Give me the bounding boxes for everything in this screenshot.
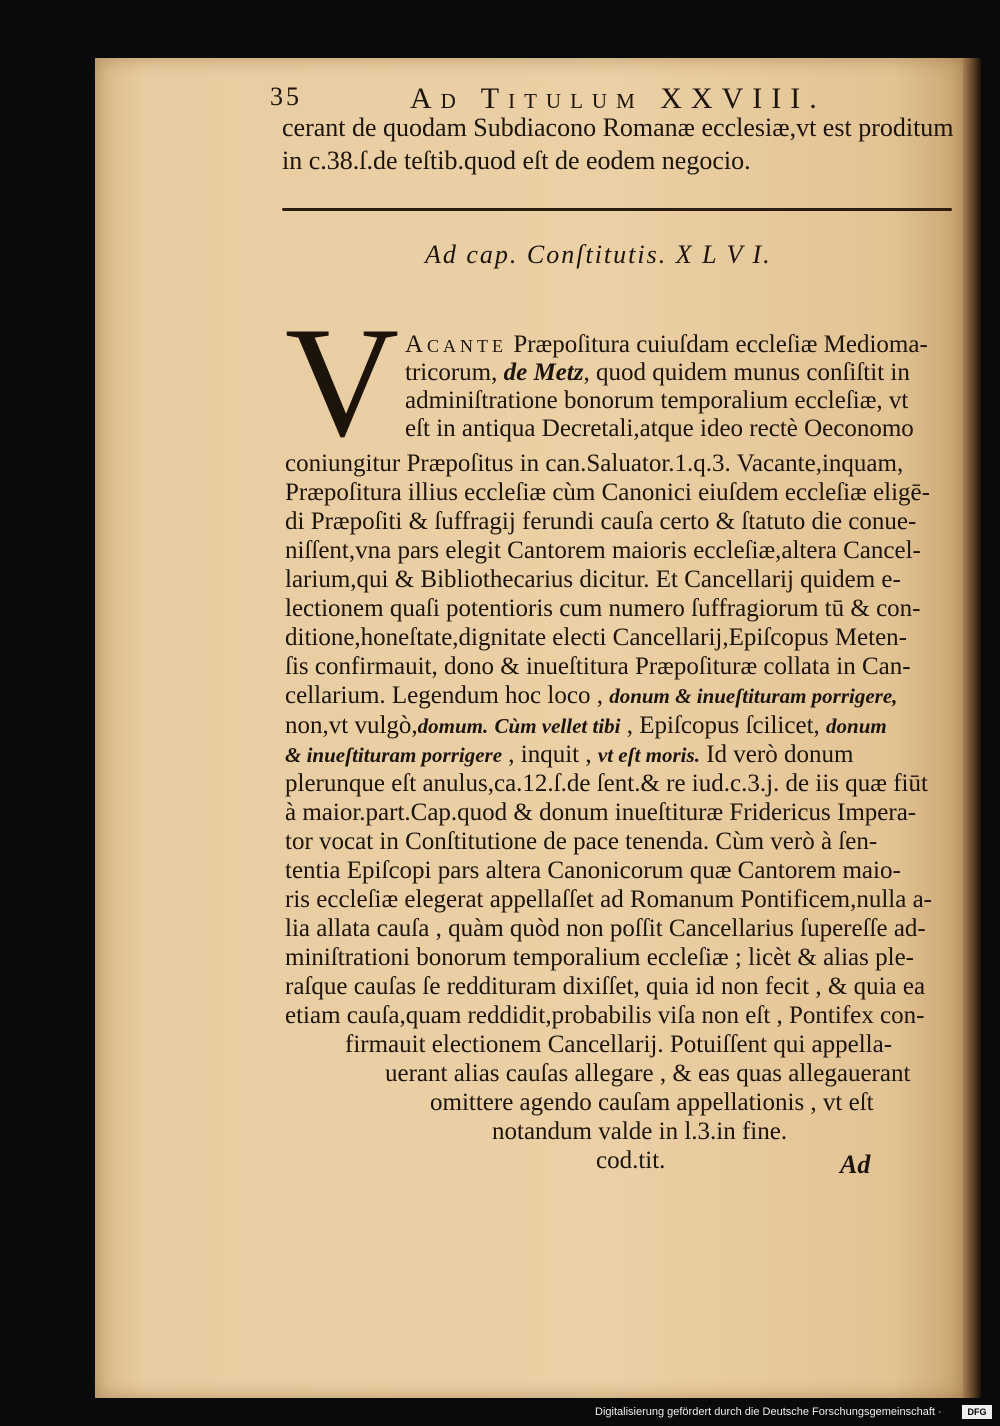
text-span: non,vt vulgò,	[285, 712, 418, 739]
text-line: tor vocat in Conſtitutione de pace tenenda. Cùm verò à ſen-	[285, 828, 878, 855]
text-line: ditione,honeſtate,dignitate electi Cancellarij,Epiſcopus Meten-	[285, 624, 908, 651]
section-title: Ad cap. Conſtitutis. X L V I.	[425, 240, 772, 269]
page-edge	[963, 58, 981, 1398]
text-line: niſſent,vna pars elegit Cantorem maioris eccleſiæ,altera Cancel-	[285, 537, 921, 564]
text-line	[405, 330, 928, 360]
text-line: eſt in antiqua Decretali,atque ideo rectè Oeconomo	[405, 415, 914, 442]
running-head: Ad Titulum XXVIII.	[410, 82, 826, 115]
text-line: di Præpoſiti & ſuffragij ferundi cauſa certo & ſtatuto die conue-	[285, 508, 917, 535]
text-line: firmauit electionem Cancellarij. Potuiſſent qui appella-	[345, 1031, 893, 1058]
section-divider	[282, 208, 952, 211]
text-line: larium,qui & Bibliothecarius dicitur. Et Cancellarij quidem e-	[285, 566, 901, 593]
text-line: in c.38.ſ.de teſtib.quod eſt de eodem negocio.	[282, 146, 751, 175]
smallcaps-word: Acante	[405, 331, 508, 358]
text-line: uerant alias cauſas allegare , & eas quas allegauerant	[385, 1060, 911, 1087]
text-line: tentia Epiſcopi pars altera Canonicorum quæ Cantorem maio-	[285, 857, 901, 884]
text-line: coniungitur Præpoſitus in can.Saluator.1.q.3. Vacante,inquam,	[285, 450, 904, 477]
footer-credit: Digitalisierung gefördert durch die Deutsche Forschungsgemeinschaft ·	[595, 1406, 942, 1418]
text-line	[285, 711, 887, 741]
dfg-logo: DFG	[962, 1405, 992, 1419]
italic-text: domum.	[417, 714, 489, 738]
text-line: lia allata cauſa , quàm quòd non poſſit Cancellarius ſupereſſe ad-	[285, 915, 926, 942]
text-line	[285, 740, 853, 770]
text-line	[285, 681, 897, 711]
text-span: cellarium. Legendum hoc loco ,	[285, 682, 610, 709]
catchword: Ad	[840, 1150, 871, 1179]
text-line	[405, 358, 910, 388]
text-line: adminiſtratione bonorum temporalium eccleſiæ, vt	[405, 387, 909, 414]
text-span: , Epiſcopus ſcilicet,	[620, 712, 827, 739]
italic-text: vt eſt moris.	[597, 743, 700, 767]
text-line: etiam cauſa,quam reddidit,probabilis viſa non eſt , Pontifex con-	[285, 1002, 925, 1029]
italic-text: donum	[826, 714, 887, 738]
text-line: notandum valde in l.3.in fine.	[492, 1118, 788, 1145]
page-number: 35	[270, 82, 302, 111]
text-line: Præpoſitura illius eccleſiæ cùm Canonici eiuſdem eccleſiæ eligē-	[285, 479, 930, 506]
drop-capital: V	[285, 295, 400, 470]
italic-text: de Metz	[503, 359, 584, 386]
text-line: ſis confirmauit, dono & inueſtitura Præpoſituræ collata in Can-	[285, 653, 911, 680]
text-span: tricorum,	[405, 359, 504, 386]
text-line: omittere agendo cauſam appellationis , vt eſt	[430, 1089, 874, 1116]
text-line: à maior.part.Cap.quod & donum inueſtituræ Fridericus Impera-	[285, 799, 917, 826]
text-span: , inquit ,	[502, 741, 598, 768]
text-line: ris eccleſiæ elegerat appellaſſet ad Romanum Pontificem,nulla a-	[285, 886, 932, 913]
text-line: cod.tit.	[596, 1147, 666, 1174]
italic-text: & inueſtituram porrigere	[285, 743, 503, 767]
text-span: , quod quidem munus conſiſtit in	[583, 359, 910, 386]
text-span: Præpoſitura cuiuſdam eccleſiæ Medioma-	[507, 331, 928, 358]
text-line: miniſtrationi bonorum temporalium eccleſiæ ; licèt & alias ple-	[285, 944, 915, 971]
text-line: cerant de quodam Subdiacono Romanæ ecclesiæ,vt est proditum	[282, 113, 954, 142]
italic-text: donum & inueſtituram porrigere,	[609, 684, 898, 708]
italic-text: Cùm vellet tibi	[494, 714, 621, 738]
text-line: plerunque eſt anulus,ca.12.ſ.de ſent.& re iud.c.3.ϳ. de iis quæ fiūt	[285, 770, 928, 797]
text-line: raſque cauſas ſe reddituram dixiſſet, quia id non fecit , & quia ea	[285, 973, 926, 1000]
text-span: Id verò donum	[699, 741, 854, 768]
text-line: lectionem quaſi potentioris cum numero ſuffragiorum tū & con-	[285, 595, 921, 622]
